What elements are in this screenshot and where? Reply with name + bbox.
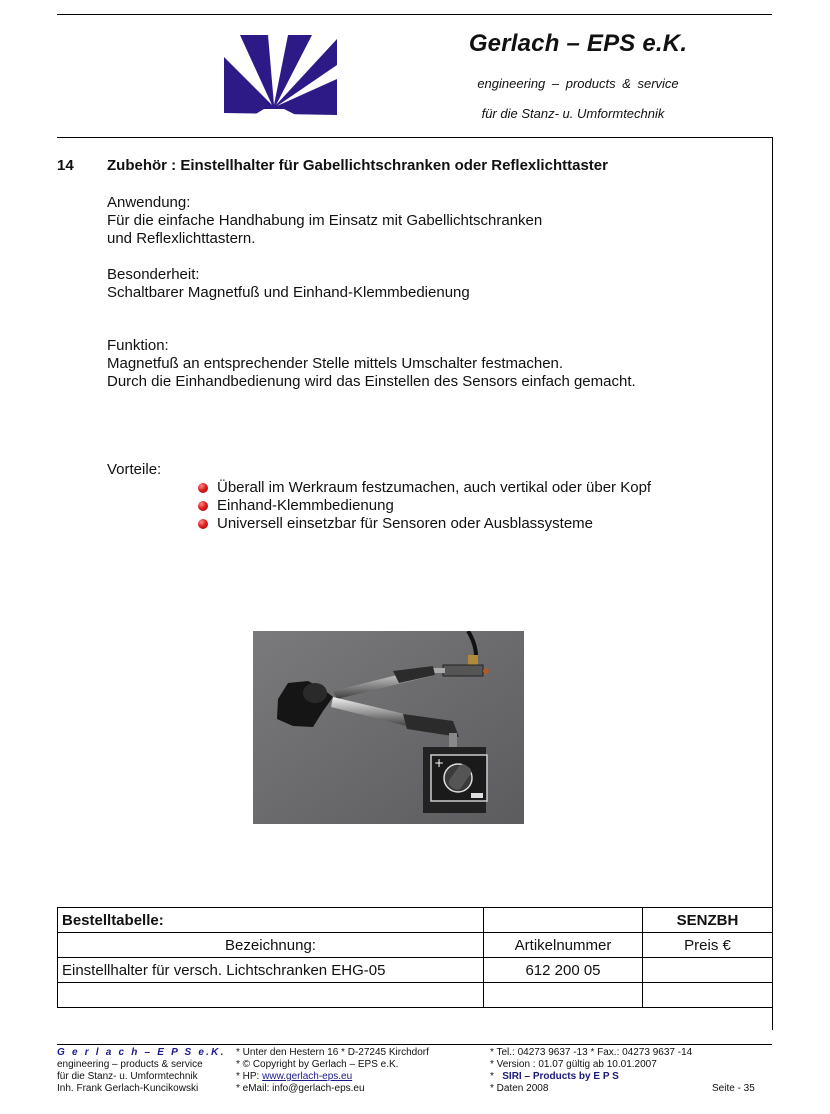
- footer-copyright: * © Copyright by Gerlach – EPS e.K.: [236, 1059, 399, 1070]
- company-tagline: engineering – products & service: [477, 76, 679, 91]
- footer-owner: Inh. Frank Gerlach-Kuncikowski: [57, 1083, 199, 1094]
- footer-brand: G e r l a c h – E P S e.K.: [57, 1047, 226, 1058]
- page-number: Seite - 35: [712, 1083, 755, 1094]
- bullet-icon: [198, 501, 208, 511]
- bullet-icon: [198, 519, 208, 529]
- footer-email: * eMail: info@gerlach-eps.eu: [236, 1083, 365, 1094]
- advantage-item: Überall im Werkraum festzumachen, auch vertikal oder über Kopf: [217, 479, 652, 496]
- table-cell: [484, 908, 643, 933]
- cell-article-number: 612 200 05: [484, 958, 643, 983]
- section-number: 14: [57, 157, 74, 174]
- company-name: Gerlach – EPS e.K.: [468, 30, 688, 57]
- application-line: Für die einfache Handhabung im Einsatz mit Gabellichtschranken: [107, 212, 543, 229]
- column-header-price: Preis €: [643, 933, 773, 958]
- table-title: Bestelltabelle:: [58, 908, 484, 933]
- footer-tagline: engineering – products & service: [57, 1059, 203, 1070]
- application-label: Anwendung:: [107, 194, 191, 211]
- homepage-link[interactable]: www.gerlach-eps.eu: [262, 1071, 353, 1082]
- cell-price: [643, 983, 773, 1008]
- svg-text:+: +: [434, 756, 445, 770]
- product-code: SENZBH: [643, 908, 773, 933]
- footer-homepage-label: * HP:: [236, 1071, 263, 1082]
- advantage-item: Einhand-Klemmbedienung: [217, 497, 394, 514]
- table-row: [58, 958, 773, 983]
- footer-address: * Unter den Hestern 16 * D-27245 Kirchdorf: [236, 1047, 429, 1058]
- content-frame-top: [57, 137, 773, 138]
- table-header-row: [58, 933, 773, 958]
- column-header-article-number: Artikelnummer: [484, 933, 643, 958]
- bullet-icon: [198, 483, 208, 493]
- section-title: Zubehör : Einstellhalter für Gabellichtschranken oder Reflexlichttaster: [107, 157, 608, 174]
- footer-version: * Version : 01.07 gültig ab 10.01.2007: [490, 1059, 657, 1070]
- footer-siri-products: SIRI – Products by E P S: [502, 1071, 619, 1082]
- advantages-label: Vorteile:: [107, 461, 162, 478]
- cell-article-number: [484, 983, 643, 1008]
- order-table: [57, 907, 773, 1008]
- footer-phone: * Tel.: 04273 9637 -13 * Fax.: 04273 9637 -14: [490, 1047, 693, 1058]
- function-label: Funktion:: [107, 337, 169, 354]
- special-label: Besonderheit:: [107, 266, 200, 283]
- footer-siri: [490, 1071, 619, 1083]
- footer-rule: [57, 1044, 772, 1045]
- special-line: Schaltbarer Magnetfuß und Einhand-Klemmbedienung: [107, 284, 470, 301]
- cell-description: [58, 983, 484, 1008]
- footer-siri-star: *: [490, 1071, 494, 1082]
- advantage-item: Universell einsetzbar für Sensoren oder Ausblassysteme: [217, 515, 594, 532]
- cell-description: Einstellhalter für versch. Lichtschranken EHG-05: [58, 958, 484, 983]
- cell-price: [643, 958, 773, 983]
- column-header-description: Bezeichnung:: [58, 933, 484, 958]
- table-row: [58, 983, 773, 1008]
- product-photo: [253, 631, 524, 824]
- company-subtagline: für die Stanz- u. Umformtechnik: [481, 106, 665, 121]
- footer-subtagline: für die Stanz- u. Umformtechnik: [57, 1071, 198, 1082]
- footer-data-year: * Daten 2008: [490, 1083, 549, 1094]
- content-frame-right: [772, 137, 773, 1030]
- function-line: Magnetfuß an entsprechender Stelle mittels Umschalter festmachen.: [107, 355, 564, 372]
- company-logo: [224, 35, 337, 115]
- header-top-rule: [57, 14, 772, 15]
- table-title-row: [58, 908, 773, 933]
- footer-homepage: [236, 1071, 352, 1083]
- function-line: Durch die Einhandbedienung wird das Einstellen des Sensors einfach gemacht.: [107, 373, 636, 390]
- application-line: und Reflexlichttastern.: [107, 230, 256, 247]
